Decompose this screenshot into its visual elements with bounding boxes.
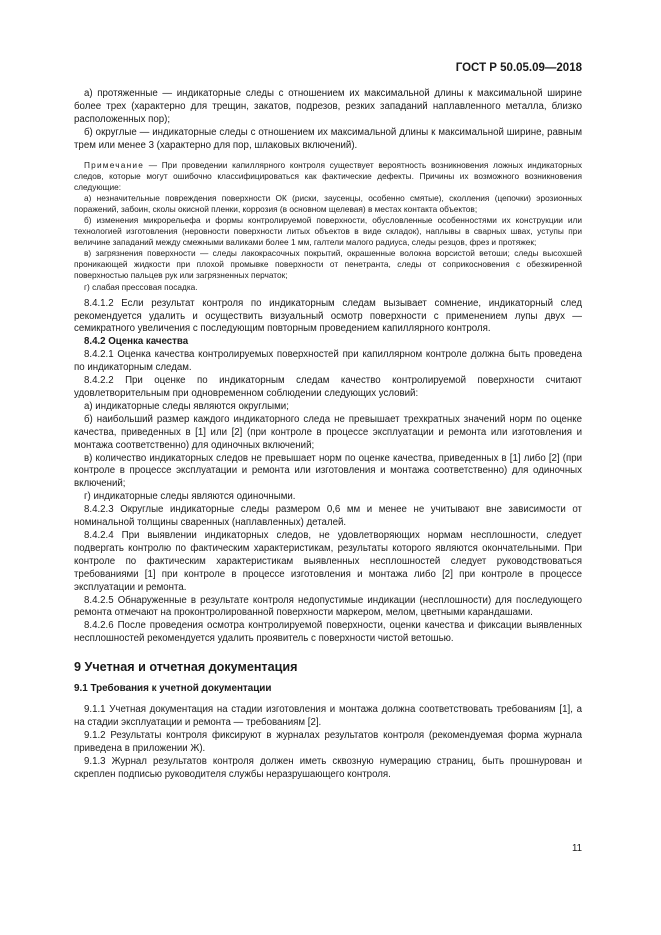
- paragraph-8-4-1-2: 8.4.1.2 Если результат контроля по индикаторным следам вызывает сомнение, индикаторный след рекомендуется удалить и осуществить визуальный осмотр поверхности с применением лупы двух — семикратного увеличения с последующим повторным проведением капиллярного контроля.: [74, 297, 582, 335]
- paragraph-elongated-indications: а) протяженные — индикаторные следы с отношением их максимальной длины к максимальной ширине более трех (характерно для трещин, закатов, подрезов, резких западаний наплавленного металла, близко расположенных пор);: [74, 88, 582, 125]
- note-label: Примечание: [84, 159, 145, 170]
- subsection-heading-9-1: 9.1 Требования к учетной документации: [74, 683, 272, 695]
- note-item: в) загрязнения поверхности — следы лакокрасочных покрытий, окрашенные волокна ворсистой ветоши; следы высохшей проникающей жидкости при плохой промывке поверхности от пенетранта, следы от соприкосновения с обезжиренной поверхностью пальцев рук или загрязненных перчаток;: [74, 248, 582, 281]
- paragraph-8-4-2-6: 8.4.2.6 После проведения осмотра контролируемой поверхности, оценки качества и фиксации выявленных несплошностей рекомендуется удалить проявитель с поверхности чистой ветошью.: [74, 620, 582, 645]
- note-text: — При проведении капиллярного контроля существует вероятность возникновения ложных индикаторных следов, которые могут ошибочно классифицироваться как фактические дефекты. Причины их возможного возникновения следующие:: [74, 159, 582, 192]
- paragraph-9-1-1: 9.1.1 Учетная документация на стадии изготовления и монтажа должна соответствовать требованиям [1], а на стадии эксплуатации и ремонта — требованиям [2].: [74, 704, 582, 728]
- paragraph-8-4-2-3: 8.4.2.3 Округлые индикаторные следы размером 0,6 мм и менее не учитывают вне зависимости от номинальной толщины сваренных (наплавленных) деталей.: [74, 504, 582, 529]
- note-intro: [74, 160, 582, 193]
- paragraph-8-4-2-4: 8.4.2.4 При выявлении индикаторных следов, не удовлетворяющих нормам несплошности, следует подвергать контролю по фактическим характеристикам, результаты которого являются окончательными. При контроле по фактическим характеристикам выявленных несплошностей следует руководствоваться требованиями [1] при контроле в процессе изготовления и монтажа либо [2] при контроле в процессе эксплуатации и ремонта.: [74, 529, 582, 593]
- paragraph-9-1-2: 9.1.2 Результаты контроля фиксируют в журналах результатов контроля (рекомендуемая форма журнала приведена в приложении Ж).: [74, 729, 582, 754]
- page-number: 11: [571, 843, 582, 854]
- note-item: а) незначительные повреждения поверхности ОК (риски, заусенцы, особенно смятые), сколления (цепочки) эрозионных поражений, забоин, сколы окисной пленки, коррозия (в основном щелевая) в местах контакта объектов;: [74, 192, 582, 214]
- paragraph-rounded-indications: б) округлые — индикаторные следы с отношением их максимальной длины к максимальной ширине, равным трем или менее 3 (характерно для пор, шлаковых включений).: [74, 126, 582, 151]
- condition-item: г) индикаторные следы являются одиночными.: [84, 491, 296, 503]
- section-heading-9: 9 Учетная и отчетная документация: [74, 660, 298, 675]
- page-body: [74, 88, 582, 781]
- note-item: г) слабая прессовая посадка.: [84, 281, 198, 292]
- condition-item: в) количество индикаторных следов не превышает норм по оценке качества, приведенных в [1] либо [2] (при контроле в процессе эксплуатации и ремонта или изготовления и монтажа соответственно) для одиночных включений;: [74, 452, 582, 490]
- paragraph-9-1-3: 9.1.3 Журнал результатов контроля должен иметь сквозную нумерацию страниц, быть прошнурован и скреплен подписью руководителя службы неразрушающего контроля.: [74, 755, 582, 780]
- paragraph-8-4-2-2: 8.4.2.2 При оценке по индикаторным следам качество контролируемой поверхности считают удовлетворительным при одновременном соблюдении следующих условий:: [74, 375, 582, 399]
- document-header: ГОСТ Р 50.05.09—2018: [455, 62, 582, 74]
- paragraph-8-4-2-1: 8.4.2.1 Оценка качества контролируемых поверхностей при капиллярном контроле должна быть проведена по индикаторным следам.: [74, 349, 582, 374]
- condition-item: б) наибольший размер каждого индикаторного следа не превышает трехкратных значений норм по оценке качества, приведенных в [1] или [2] (при контроле в процессе эксплуатации и ремонта или изготовления и монтажа соответственно) для одиночных включений;: [74, 413, 582, 451]
- paragraph-8-4-2-5: 8.4.2.5 Обнаруженные в результате контроля недопустимые индикации (несплошности) для последующего ремонта отмечают на проконтролированной поверхности маркером, мелом, цветными карандашами.: [74, 594, 582, 619]
- condition-item: а) индикаторные следы являются округлыми;: [84, 400, 289, 412]
- note-item: б) изменения микрорельефа и формы контролируемой поверхности, обусловленные особенностями их конструкции или технологией изготовления (неровности поверхности литых объектов в виде складок), наплывы в сварных швах, уступы при величине западаний между смежными валиками более 1 мм, галтели малого радиуса, следы резцов, фрез и протяжек;: [74, 215, 582, 248]
- subheading-8-4-2: 8.4.2 Оценка качества: [84, 336, 189, 348]
